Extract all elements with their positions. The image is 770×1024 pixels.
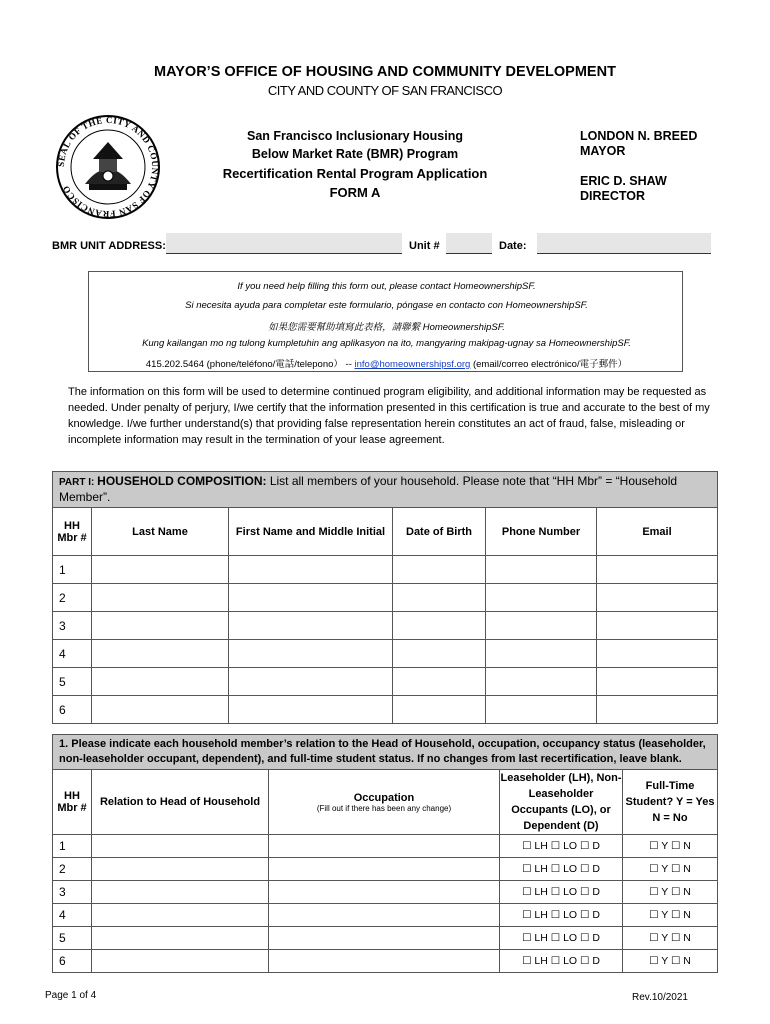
- question-1-instruction: 1. Please indicate each household member’s relation to the Head of Household, occupation, occupancy status (leaseholder, non-leaseholder occupant, dependent), and full-time student status. If no changes from last recertification, leave blank.: [53, 735, 718, 770]
- help-phone: 415.202.5464 (phone/teléfono/電話/telepono） --: [145, 359, 355, 370]
- phone-cell[interactable]: [486, 612, 597, 640]
- help-email-link[interactable]: info@homeownershipsf.org: [354, 359, 471, 370]
- phone-cell[interactable]: [486, 640, 597, 668]
- program-line-2: Below Market Rate (BMR) Program: [251, 147, 459, 161]
- phone-cell[interactable]: [486, 584, 597, 612]
- part1-title: HOUSEHOLD COMPOSITION:: [97, 474, 267, 488]
- col-first-name: First Name and Middle Initial: [229, 508, 393, 556]
- col-email: Email: [597, 508, 718, 556]
- help-email-suffix: (email/correo electrónico/電子郵件）: [470, 359, 628, 370]
- relation-cell[interactable]: [92, 904, 269, 927]
- student-checkboxes[interactable]: ☐ Y ☐ N: [623, 881, 718, 904]
- student-checkboxes[interactable]: ☐ Y ☐ N: [623, 835, 718, 858]
- row-number: 5: [53, 927, 92, 950]
- col-occupancy-status: Leaseholder (LH), Non-Leaseholder Occupants (LO), or Dependent (D): [500, 770, 623, 835]
- page-number: Page 1 of 4: [45, 990, 97, 1001]
- col-phone: Phone Number: [486, 508, 597, 556]
- status-checkboxes[interactable]: ☐ LH ☐ LO ☐ D: [500, 950, 623, 973]
- row-number: 1: [53, 835, 92, 858]
- city-title: CITY AND COUNTY OF SAN FRANCISCO: [267, 83, 503, 98]
- occupation-cell[interactable]: [269, 881, 500, 904]
- help-chinese: 如果您需要幫助填寫此表格，請聯繫 HomeownershipSF.: [268, 322, 505, 333]
- col-hh-mbr-2: HH Mbr #: [53, 770, 92, 835]
- last-name-cell[interactable]: [92, 556, 229, 584]
- row-number: 4: [53, 904, 92, 927]
- col-dob: Date of Birth: [393, 508, 486, 556]
- student-checkboxes[interactable]: ☐ Y ☐ N: [623, 950, 718, 973]
- email-cell[interactable]: [597, 668, 718, 696]
- relation-cell[interactable]: [92, 858, 269, 881]
- seal-text: SEAL OF THE CITY AND COUNTY OF SAN FRANCISCO: [55, 114, 161, 220]
- col-occupation: [269, 770, 500, 835]
- occupation-cell[interactable]: [269, 858, 500, 881]
- row-number: 4: [53, 640, 92, 668]
- occupation-cell[interactable]: [269, 904, 500, 927]
- email-cell[interactable]: [597, 640, 718, 668]
- unit-field[interactable]: [446, 233, 492, 254]
- occupation-cell[interactable]: [269, 835, 500, 858]
- row-number: 3: [53, 612, 92, 640]
- col-last-name: Last Name: [92, 508, 229, 556]
- office-title: MAYOR’S OFFICE OF HOUSING AND COMMUNITY DEVELOPMENT: [154, 64, 616, 80]
- program-line-1: San Francisco Inclusionary Housing: [246, 129, 464, 143]
- certification-paragraph: The information on this form will be used to determine continued program eligibility, and additional information may be requested as needed. Under penalty of perjury, I/we certify that the information presented in this certification is true and accurate to the best of my knowledge. I/we further understand(s) that providing false representation herein constitutes an act of fraud, false, misleading or incomplete information may result in the termination of your lease agreement.: [68, 386, 710, 446]
- relation-cell[interactable]: [92, 835, 269, 858]
- occupation-cell[interactable]: [269, 927, 500, 950]
- help-tagalog: Kung kailangan mo ng tulong kumpletuhin ang aplikasyon na ito, mangyaring makipag-ugnay sa HomeownershipSF.: [142, 338, 631, 349]
- help-spanish: Si necesita ayuda para completar este formulario, póngase en contacto con HomeownershipSF.: [185, 300, 588, 311]
- row-number: 5: [53, 668, 92, 696]
- col-hh-mbr: HH Mbr #: [53, 508, 92, 556]
- email-cell[interactable]: [597, 612, 718, 640]
- student-checkboxes[interactable]: ☐ Y ☐ N: [623, 927, 718, 950]
- last-name-cell[interactable]: [92, 612, 229, 640]
- occupation-title: Occupation: [353, 791, 415, 804]
- form-label: FORM A: [329, 185, 381, 200]
- revision-label: Rev.10/2021: [632, 992, 688, 1003]
- row-number: 2: [53, 858, 92, 881]
- first-name-cell[interactable]: [229, 668, 393, 696]
- phone-cell[interactable]: [486, 556, 597, 584]
- email-cell[interactable]: [597, 584, 718, 612]
- status-checkboxes[interactable]: ☐ LH ☐ LO ☐ D: [500, 881, 623, 904]
- occupation-note: (Fill out if there has been any change): [316, 803, 452, 813]
- dob-cell[interactable]: [393, 668, 486, 696]
- relation-cell[interactable]: [92, 927, 269, 950]
- row-number: 2: [53, 584, 92, 612]
- part1-label: PART I:: [59, 477, 98, 488]
- dob-cell[interactable]: [393, 640, 486, 668]
- row-number: 6: [53, 696, 92, 724]
- address-label: BMR UNIT ADDRESS:: [52, 240, 166, 252]
- first-name-cell[interactable]: [229, 696, 393, 724]
- relation-cell[interactable]: [92, 950, 269, 973]
- first-name-cell[interactable]: [229, 640, 393, 668]
- household-composition-table: [52, 471, 718, 724]
- dob-cell[interactable]: [393, 584, 486, 612]
- relation-cell[interactable]: [92, 881, 269, 904]
- first-name-cell[interactable]: [229, 556, 393, 584]
- occupation-cell[interactable]: [269, 950, 500, 973]
- dob-cell[interactable]: [393, 696, 486, 724]
- status-checkboxes[interactable]: ☐ LH ☐ LO ☐ D: [500, 858, 623, 881]
- mayor-title: MAYOR: [580, 144, 626, 158]
- last-name-cell[interactable]: [92, 696, 229, 724]
- first-name-cell[interactable]: [229, 584, 393, 612]
- status-checkboxes[interactable]: ☐ LH ☐ LO ☐ D: [500, 904, 623, 927]
- director-name: ERIC D. SHAW: [580, 174, 667, 188]
- row-number: 1: [53, 556, 92, 584]
- director-title: DIRECTOR: [580, 189, 646, 203]
- status-checkboxes[interactable]: ☐ LH ☐ LO ☐ D: [500, 927, 623, 950]
- email-cell[interactable]: [597, 696, 718, 724]
- city-seal-icon: [55, 114, 161, 220]
- last-name-cell[interactable]: [92, 640, 229, 668]
- row-number: 3: [53, 881, 92, 904]
- student-checkboxes[interactable]: ☐ Y ☐ N: [623, 858, 718, 881]
- status-checkboxes[interactable]: ☐ LH ☐ LO ☐ D: [500, 835, 623, 858]
- dob-cell[interactable]: [393, 556, 486, 584]
- help-english: If you need help filling this form out, please contact HomeownershipSF.: [237, 281, 536, 292]
- col-relation: Relation to Head of Household: [92, 770, 269, 835]
- first-name-cell[interactable]: [229, 612, 393, 640]
- phone-cell[interactable]: [486, 696, 597, 724]
- dob-cell[interactable]: [393, 612, 486, 640]
- unit-label: Unit #: [409, 240, 440, 252]
- last-name-cell[interactable]: [92, 584, 229, 612]
- date-label: Date:: [499, 240, 527, 252]
- mayor-name: LONDON N. BREED: [580, 129, 698, 143]
- row-number: 6: [53, 950, 92, 973]
- part1-header: [53, 472, 718, 508]
- col-student: Full-Time Student? Y = Yes N = No: [623, 770, 718, 835]
- household-status-table: [52, 734, 718, 973]
- part1-instruction: List all members of your household. Please note that “HH Mbr” = “Household Member”.: [59, 474, 678, 504]
- address-field[interactable]: [166, 233, 402, 254]
- last-name-cell[interactable]: [92, 668, 229, 696]
- help-contact: [89, 356, 684, 370]
- phone-cell[interactable]: [486, 668, 597, 696]
- date-field[interactable]: [537, 233, 711, 254]
- program-line-3: Recertification Rental Program Application: [222, 166, 488, 181]
- help-box: [88, 271, 683, 372]
- email-cell[interactable]: [597, 556, 718, 584]
- student-checkboxes[interactable]: ☐ Y ☐ N: [623, 904, 718, 927]
